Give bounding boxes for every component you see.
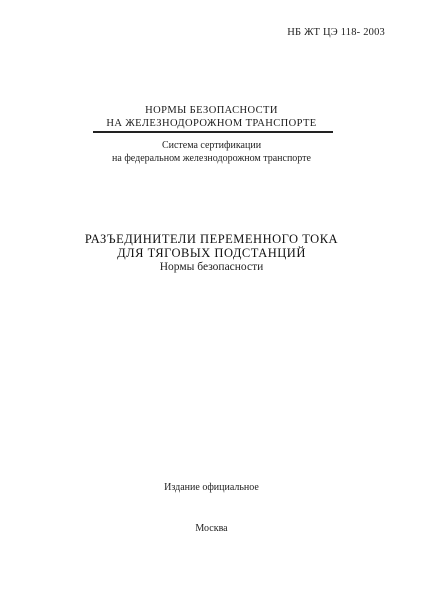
- document-code: НБ ЖТ ЦЭ 118- 2003: [287, 27, 385, 38]
- header-line-1: НОРМЫ БЕЗОПАСНОСТИ: [145, 105, 278, 116]
- title-line-1: РАЗЪЕДИНИТЕЛИ ПЕРЕМЕННОГО ТОКА: [84, 232, 339, 246]
- certification-system: [0, 139, 423, 165]
- header-divider: [93, 131, 333, 133]
- document-title: [0, 232, 423, 274]
- certification-line-2: на федеральном железнодорожном транспорте: [112, 153, 311, 164]
- edition-note: Издание официальное: [164, 482, 259, 493]
- certification-line-1: Система сертификации: [161, 140, 262, 151]
- header-line-2: НА ЖЕЛЕЗНОДОРОЖНОМ ТРАНСПОРТЕ: [106, 118, 317, 129]
- standards-header: [0, 104, 423, 130]
- publication-city: Москва: [195, 523, 228, 534]
- title-line-2: ДЛЯ ТЯГОВЫХ ПОДСТАНЦИЙ: [117, 246, 306, 260]
- document-subtitle: Нормы безопасности: [159, 261, 264, 273]
